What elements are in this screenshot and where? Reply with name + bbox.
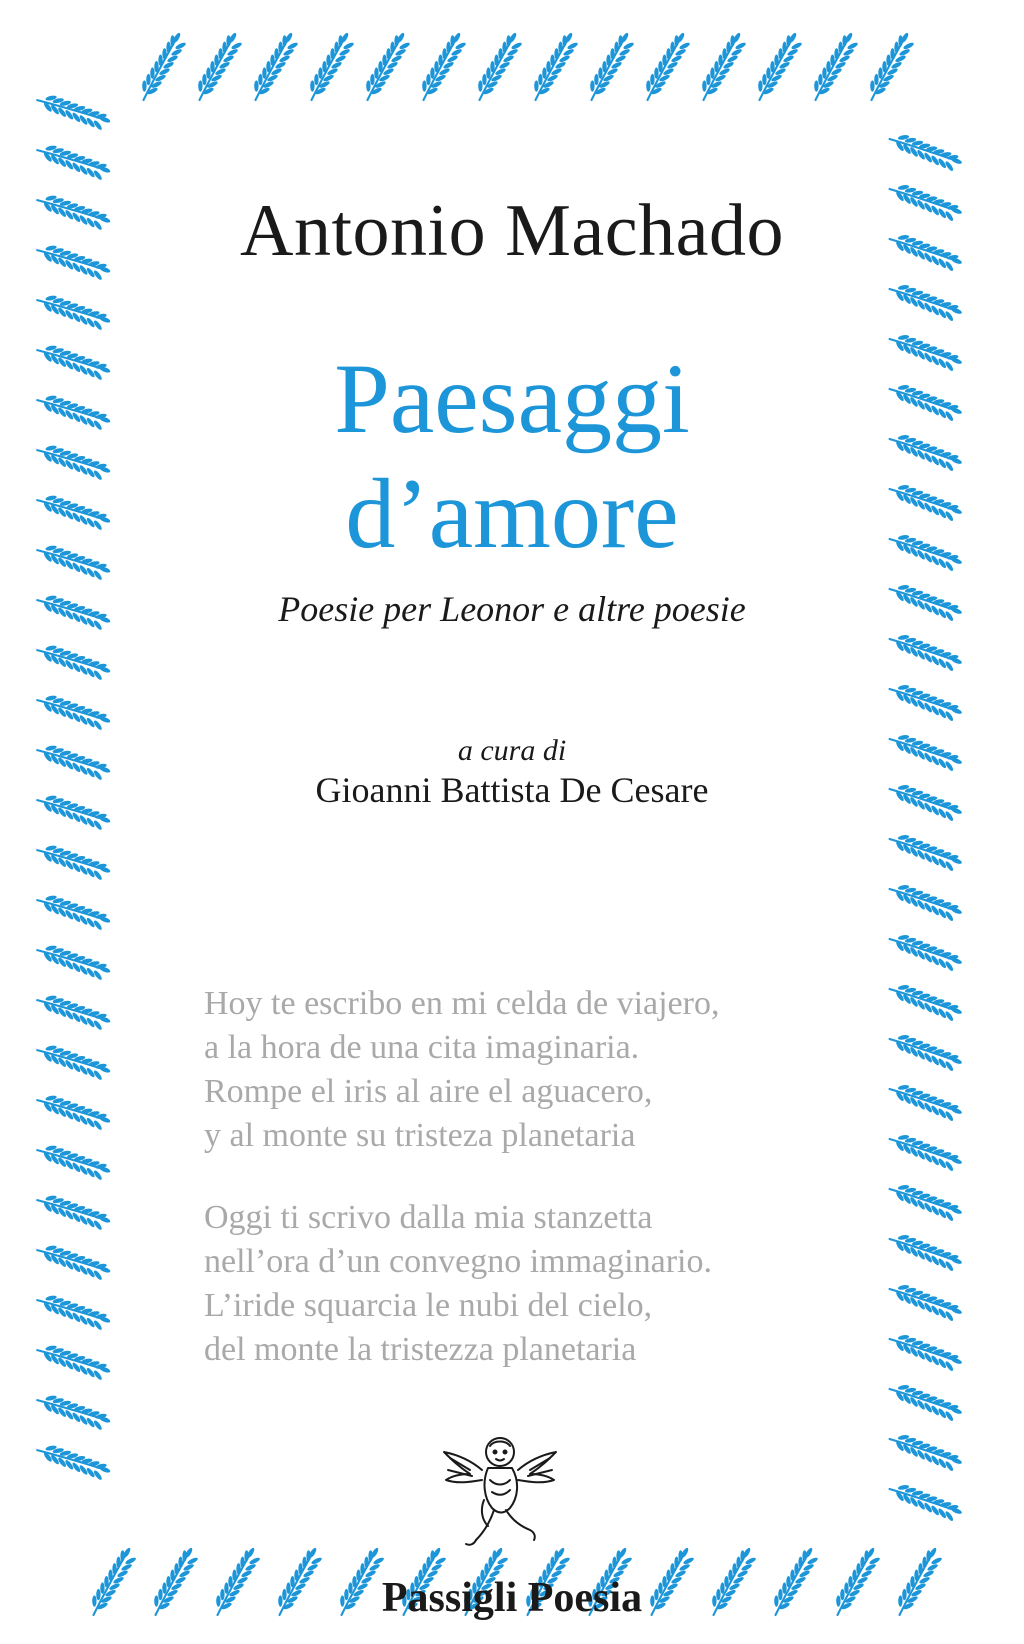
wheat-sprig-icon	[862, 29, 919, 104]
book-title-line-1: Paesaggi	[334, 343, 690, 454]
wheat-sprig-icon	[887, 1378, 965, 1424]
wheat-sprig-icon	[887, 1078, 965, 1124]
wheat-sprig-icon	[302, 29, 359, 104]
wheat-sprig-icon	[887, 278, 965, 324]
wheat-sprig-icon	[887, 1128, 965, 1174]
wheat-sprig-icon	[35, 289, 113, 333]
poem-line: Hoy te escribo en mi celda de viajero,	[204, 985, 720, 1022]
wheat-sprig-icon	[887, 1278, 965, 1324]
wheat-sprig-icon	[887, 1028, 965, 1074]
wheat-sprig-icon	[358, 29, 415, 104]
wheat-sprig-icon	[35, 939, 113, 983]
wheat-sprig-icon	[35, 639, 113, 683]
poem-line: nell’ora d’un convegno immaginario.	[204, 1243, 712, 1280]
wheat-sprig-icon	[887, 1178, 965, 1224]
cherub-emblem	[440, 1430, 560, 1550]
wheat-sprig-icon	[35, 1439, 113, 1483]
wheat-sprig-icon	[414, 29, 471, 104]
wheat-sprig-icon	[887, 1478, 965, 1524]
wheat-sprig-icon	[806, 29, 863, 104]
wheat-sprig-icon	[887, 828, 965, 874]
wheat-sprig-icon	[35, 1139, 113, 1183]
wheat-sprig-icon	[35, 989, 113, 1033]
wheat-sprig-icon	[887, 1228, 965, 1274]
wheat-sprig-icon	[887, 1328, 965, 1374]
wheat-sprig-icon	[887, 128, 965, 174]
wheat-sprig-icon	[35, 1039, 113, 1083]
wheat-sprig-icon	[35, 89, 113, 133]
wheat-sprig-icon	[694, 29, 751, 104]
wheat-sprig-icon	[887, 678, 965, 724]
poem-line: Oggi ti scrivo dalla mia stanzetta	[204, 1199, 653, 1236]
wheat-sprig-icon	[470, 29, 527, 104]
wheat-sprig-icon	[190, 29, 247, 104]
poem-line: a la hora de una cita imaginaria.	[204, 1029, 640, 1066]
wheat-sprig-icon	[35, 1189, 113, 1233]
curator-intro: a cura di	[457, 734, 567, 767]
poem-spanish	[204, 982, 864, 1158]
wheat-sprig-icon	[35, 1389, 113, 1433]
publisher-name: Passigli Poesia	[381, 1575, 643, 1621]
wheat-sprig-icon	[35, 689, 113, 733]
wheat-sprig-icon	[638, 29, 695, 104]
poem-italian	[204, 1196, 864, 1372]
wheat-sprig-icon	[887, 1428, 965, 1474]
poem-line: del monte la tristezza planetaria	[204, 1331, 637, 1368]
wheat-sprig-icon	[887, 878, 965, 924]
poem-line: y al monte su tristeza planetaria	[204, 1117, 636, 1154]
wheat-sprig-icon	[35, 1239, 113, 1283]
wheat-sprig-icon	[750, 29, 807, 104]
book-subtitle: Poesie per Leonor e altre poesie	[278, 589, 746, 629]
wheat-sprig-icon	[35, 839, 113, 883]
author-name: Antonio Machado	[240, 190, 784, 272]
book-title-line-2: d’amore	[345, 458, 679, 569]
wheat-sprig-icon	[887, 628, 965, 674]
wheat-sprig-icon	[35, 889, 113, 933]
wheat-sprig-icon	[134, 29, 191, 104]
wheat-sprig-icon	[35, 1289, 113, 1333]
wheat-sprig-icon	[887, 928, 965, 974]
wheat-sprig-icon	[246, 29, 303, 104]
wheat-sprig-icon	[582, 29, 639, 104]
wheat-sprig-icon	[526, 29, 583, 104]
poem-line: Rompe el iris al aire el aguacero,	[204, 1073, 653, 1110]
wheat-sprig-icon	[35, 1339, 113, 1383]
wheat-sprig-icon	[35, 1089, 113, 1133]
wheat-sprig-icon	[887, 978, 965, 1024]
curator-name: Gioanni Battista De Cesare	[315, 770, 709, 810]
poem-line: L’iride squarcia le nubi del cielo,	[204, 1287, 653, 1324]
wheat-sprig-icon	[35, 139, 113, 183]
